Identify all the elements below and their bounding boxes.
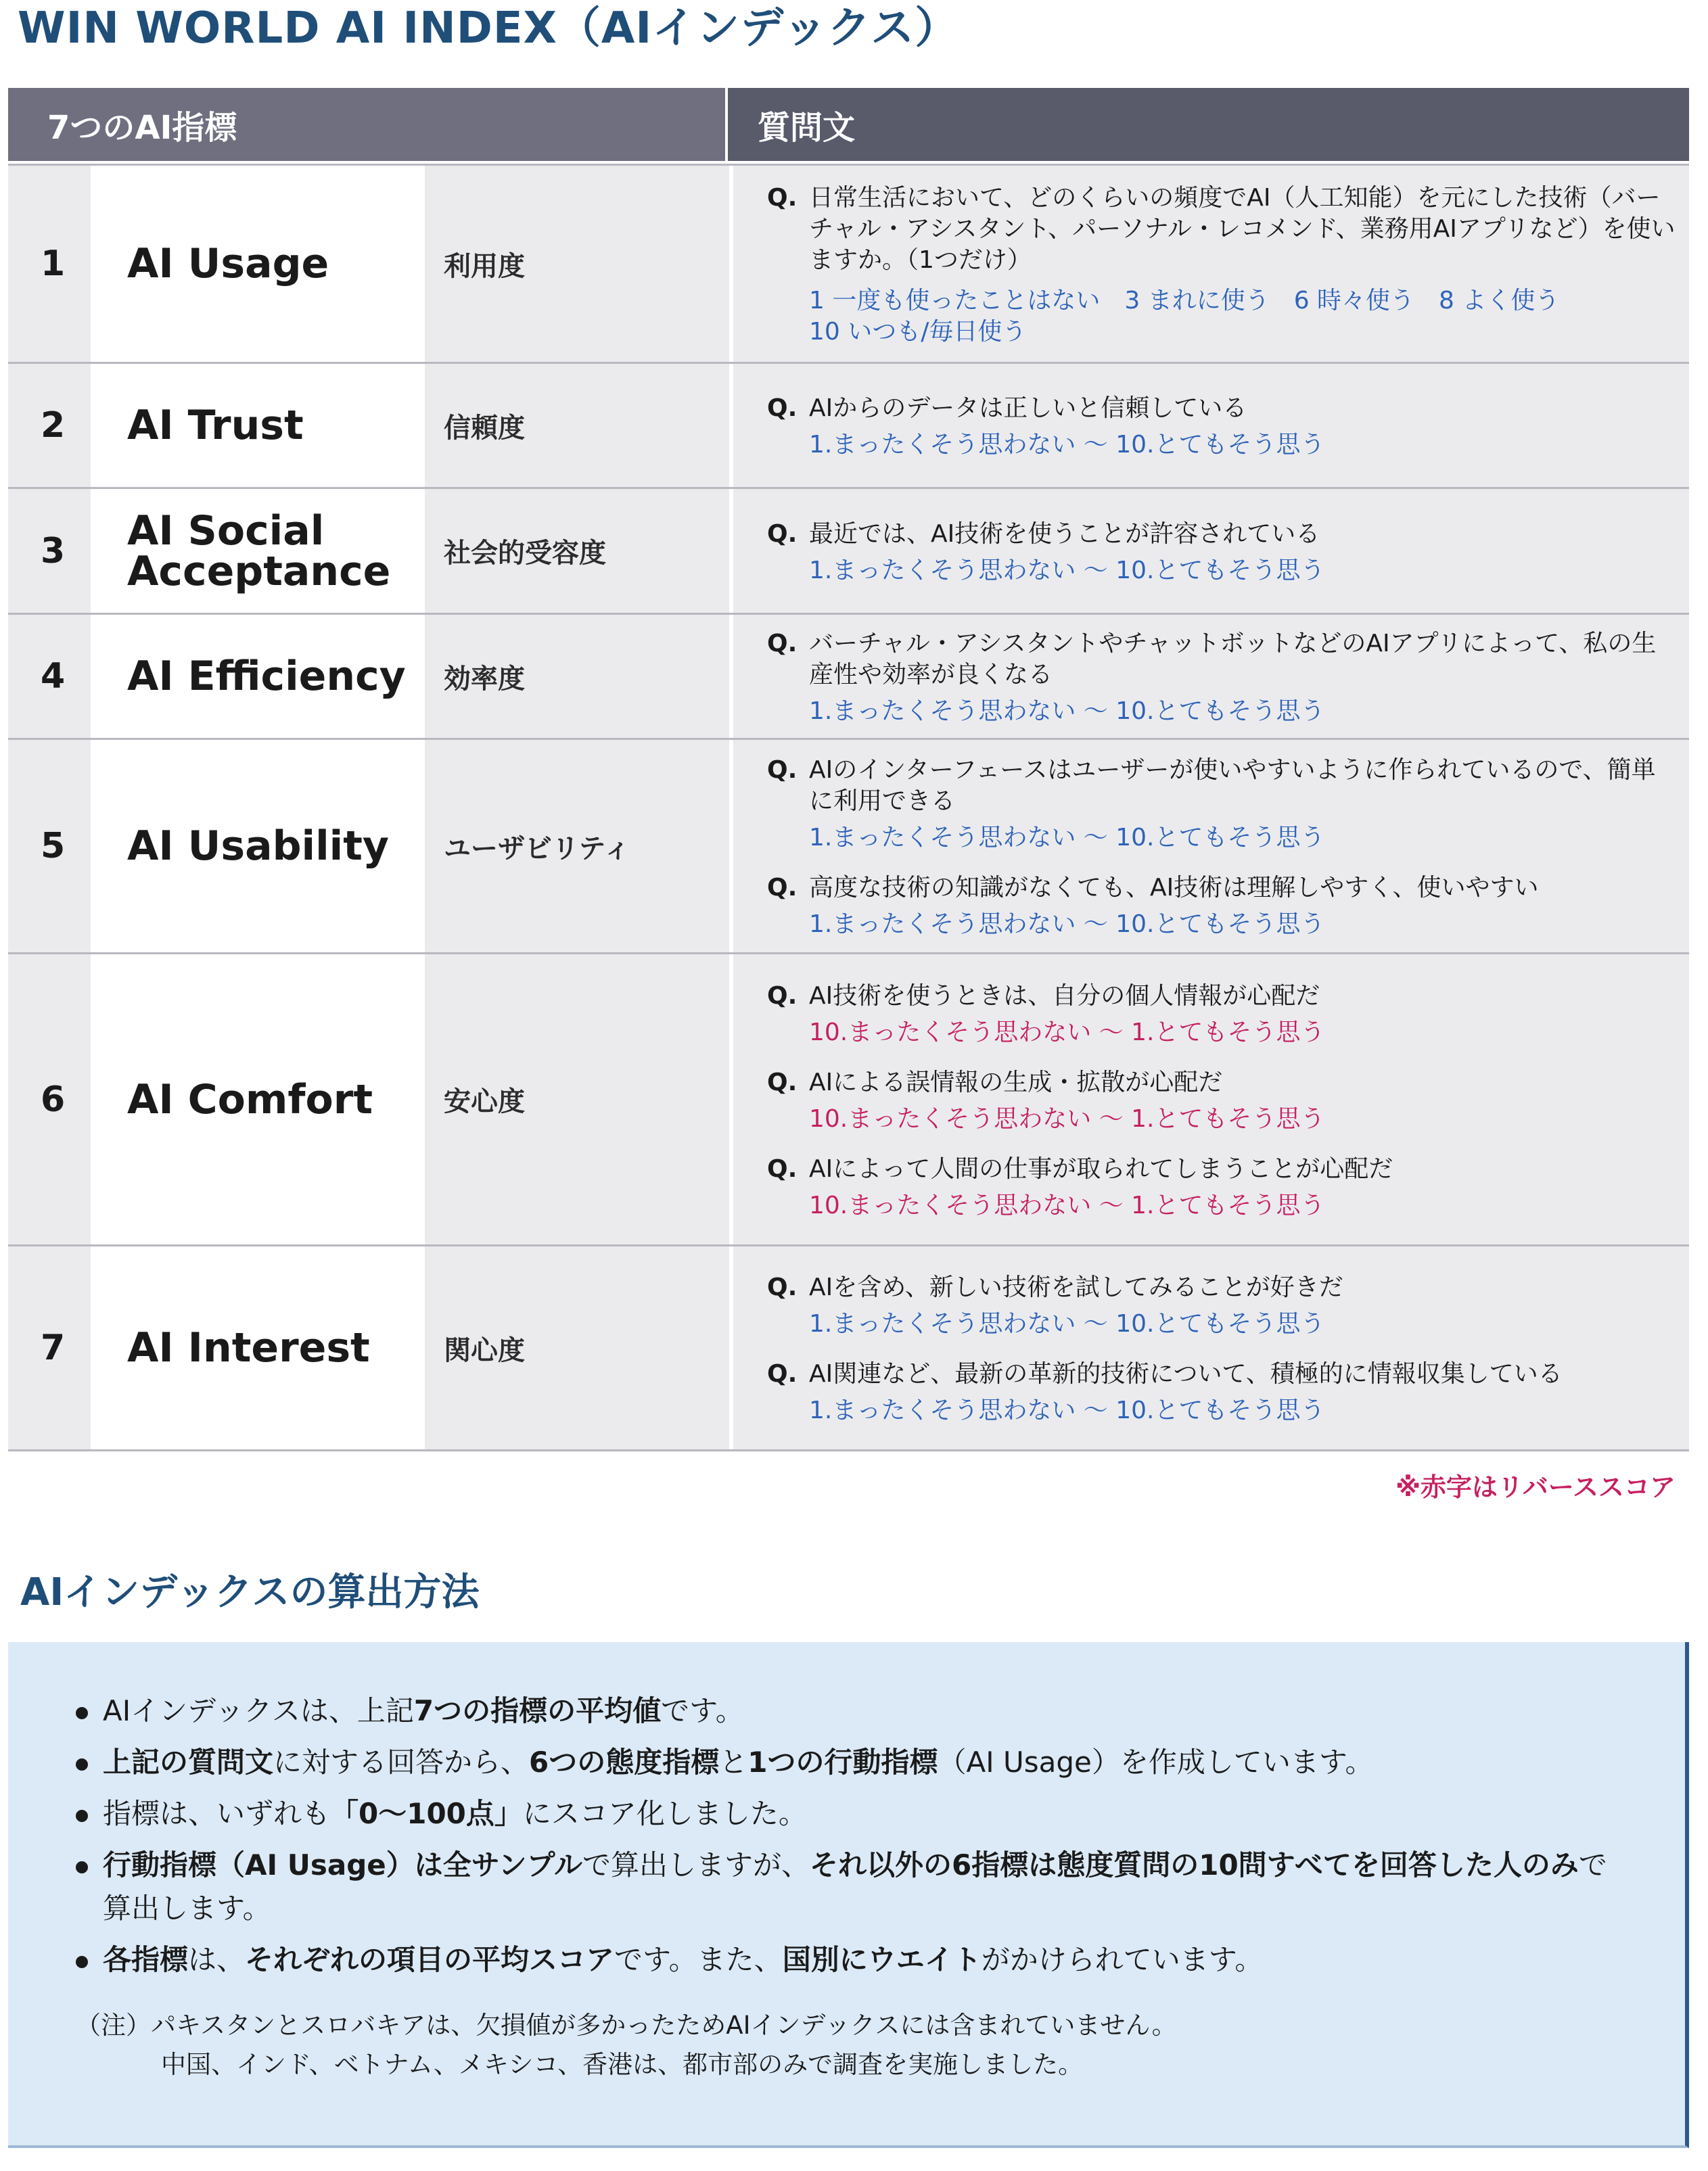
list-item: 各指標は、それぞれの項目の平均スコアです。また、国別にウエイトがかけられています。	[103, 1938, 1685, 1982]
question-text: Q. AI技術を使うときは、自分の個人情報が心配だ	[767, 981, 1320, 1010]
bullet-icon	[76, 1758, 88, 1771]
question-cell	[733, 1246, 1689, 1449]
question-text: Q. AIのインターフェースはユーザーが使いやすいように作られているので、簡単に利用できる	[767, 756, 1656, 815]
indicator-jp: 安心度	[425, 954, 729, 1244]
question-cell	[733, 489, 1689, 613]
question-text: Q. AI関連など、最新の革新的技術について、積極的に情報収集している	[767, 1360, 1563, 1388]
table-row	[8, 738, 1689, 952]
question-cell	[733, 954, 1689, 1244]
answer-scale: 1.まったくそう思わない ～ 10.とてもそう思う	[809, 824, 1325, 851]
row-number: 3	[8, 489, 91, 613]
indicator-name: AI Interest	[95, 1246, 425, 1449]
row-number: 2	[8, 364, 91, 487]
indicator-name: AI Comfort	[95, 954, 425, 1244]
question-text: Q. AIによって人間の仕事が取られてしまうことが心配だ	[767, 1154, 1393, 1183]
page-title: WIN WORLD AI INDEX（AIインデックス）	[18, 3, 959, 53]
bullet-icon	[76, 1810, 88, 1822]
reverse-score-note: ※赤字はリバーススコア	[1395, 1472, 1676, 1502]
row-number: 5	[8, 740, 91, 952]
indicator-jp: 社会的受容度	[425, 489, 729, 613]
list-item: 指標は、いずれも「0～100点」にスコア化しました。	[103, 1792, 1685, 1836]
indicator-jp: 信頼度	[425, 364, 729, 487]
list-item: 行動指標（AI Usage）は全サンプルで算出しますが、それ以外の6指標は態度質問の10問すべてを回答した人のみで 算出します。	[103, 1844, 1685, 1930]
indicator-jp: 効率度	[425, 615, 729, 738]
answer-scale: 10 いつも/毎日使う	[809, 318, 1027, 346]
question-cell	[733, 364, 1689, 487]
answer-scale-reverse: 10.まったくそう思わない ～ 1.とてもそう思う	[809, 1018, 1325, 1046]
answer-scale: 1.まったくそう思わない ～ 10.とてもそう思う	[809, 697, 1325, 725]
question-cell	[733, 166, 1689, 362]
footnote-line: （注）パキスタンとスロバキアは、欠損値が多かったためAIインデックスには含まれていません。	[76, 2011, 1177, 2040]
method-title: AIインデックスの算出方法	[20, 1570, 480, 1614]
answer-scale-reverse: 10.まったくそう思わない ～ 1.とてもそう思う	[809, 1104, 1325, 1133]
bullet-icon	[76, 1707, 88, 1719]
indicator-name: AI Usability	[95, 740, 425, 952]
footnote-line: 中国、インド、ベトナム、メキシコ、香港は、都市部のみで調査を実施しました。	[161, 2050, 1084, 2079]
row-number: 7	[8, 1246, 91, 1449]
answer-scale: 1.まったくそう思わない ～ 10.とてもそう思う	[809, 431, 1325, 459]
question-text: Q. AIからのデータは正しいと信頼している	[767, 394, 1247, 422]
table-row	[8, 164, 1689, 362]
list-item: AIインデックスは、上記7つの指標の平均値です。	[103, 1689, 1685, 1733]
indicator-name: AI Social Acceptance	[95, 489, 425, 613]
question-text: Q. 日常生活において、どのくらいの頻度でAI（人工知能）を元にした技術（バーチャル・アシスタント、パーソナル・レコメンド、業務用AIアプリなど）を使いますか。（1つだけ）	[767, 184, 1676, 274]
answer-scale-reverse: 10.まったくそう思わない ～ 1.とてもそう思う	[809, 1191, 1325, 1219]
indicator-name: AI Trust	[95, 364, 425, 487]
answer-scale: 1.まったくそう思わない ～ 10.とてもそう思う	[809, 556, 1325, 584]
answer-scale: 1 一度も使ったことはない 3 まれに使う 6 時々使う 8 よく使う	[809, 287, 1560, 314]
question-text: Q. AIを含め、新しい技術を試してみることが好きだ	[767, 1274, 1343, 1301]
header-indicators: 7つのAI指標	[8, 88, 725, 161]
indicator-jp: 関心度	[425, 1246, 729, 1449]
row-number: 6	[8, 954, 91, 1244]
method-box	[8, 1642, 1689, 2148]
question-cell	[733, 740, 1689, 952]
indicator-name: AI Efficiency	[95, 615, 425, 738]
answer-scale: 1.まったくそう思わない ～ 10.とてもそう思う	[809, 1397, 1325, 1424]
question-text: Q. 最近では、AI技術を使うことが許容されている	[767, 519, 1320, 548]
answer-scale: 1.まったくそう思わない ～ 10.とてもそう思う	[809, 1310, 1325, 1338]
table-row	[8, 613, 1689, 738]
row-number: 4	[8, 615, 91, 738]
question-cell	[733, 615, 1689, 738]
bullet-icon	[76, 1861, 88, 1873]
table-row	[8, 362, 1689, 487]
question-text: Q. AIによる誤情報の生成・拡散が心配だ	[767, 1068, 1223, 1096]
indicator-name: AI Usage	[95, 166, 425, 362]
table-row	[8, 487, 1689, 613]
bullet-icon	[76, 1956, 88, 1968]
question-text: Q. バーチャル・アシスタントやチャットボットなどのAIアプリによって、私の生産性や効率が良くなる	[767, 630, 1657, 688]
table-row	[8, 1244, 1689, 1451]
row-number: 1	[8, 166, 91, 362]
list-item: 上記の質問文に対する回答から、6つの態度指標と1つの行動指標（AI Usage）を作成しています。	[103, 1741, 1685, 1784]
indicator-jp: ユーザビリティ	[425, 740, 729, 952]
answer-scale: 1.まったくそう思わない ～ 10.とてもそう思う	[809, 910, 1325, 938]
footnote	[76, 2006, 1685, 2084]
question-text: Q. 高度な技術の知識がなくても、AI技術は理解しやすく、使いやすい	[767, 874, 1539, 902]
header-questions: 質問文	[725, 88, 1689, 161]
table-row	[8, 952, 1689, 1244]
table-header	[8, 88, 1689, 161]
indicator-jp: 利用度	[425, 166, 729, 362]
